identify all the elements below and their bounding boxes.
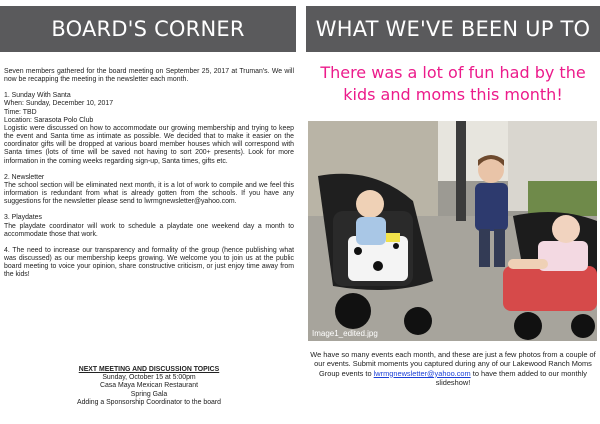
item-santa [4,92,294,165]
been-up-to-title: WHAT WE'VE BEEN UP TO [315,17,591,41]
photo-caption: Image1_edited.jpg [312,329,378,338]
item-newsletter-title: 2. Newsletter [4,173,45,181]
submit-photos-paragraph [310,350,596,387]
headline: There was a lot of fun had by the kids and moms this month! [320,63,586,104]
boards-corner-banner [0,6,296,52]
item-playdates-body: The playdate coordinator will work to schedule a playdate one weekend day a month to accommodate those that work. [4,222,294,238]
event-photo [308,121,597,341]
next-meeting-place: Casa Maya Mexican Restaurant [99,382,199,390]
item-santa-body: Logistic were discussed on how to accommodate our growing membership and trying to keep the event and Santa time as intimate as possible. We decided that to make it easier on the coordinator gifts will be dropped at various board member houses which will correspond with Santa times (lots of time will be saved not having to sort 200+ presents). Look for more information in the coming weeks regarding sign-up, Santa times, gifts etc. [4,124,294,165]
item-playdates [4,214,294,238]
item-playdates-title: 3. Playdates [4,214,42,222]
kids-in-strollers-illustration [308,121,597,341]
item-santa-title: 1. Sunday With Santa [4,92,71,100]
item-newsletter-body: The school section will be eliminated next month, it is a lot of work to compile and we feel this information is redundant from what is already gotten from the schools. If you have any suggestions for the newsletter please send to lwrmgnewsletter@yahoo.com. [4,181,294,206]
item-santa-time: Time: TBD [4,108,37,116]
next-meeting-heading: NEXT MEETING AND DISCUSSION TOPICS [78,366,220,373]
newsletter-email-link[interactable]: lwrmgnewsletter@yahoo.com [373,368,471,378]
next-meeting-topic-sponsorship: Adding a Sponsorship Coordinator to the board [76,398,222,406]
boards-corner-title: BOARD'S CORNER [51,17,245,41]
item-newsletter [4,174,294,207]
intro-paragraph: Seven members gathered for the board meeting on September 25, 2017 at Truman's. We will now be recapping the meeting in the newsletter each month. [4,68,294,84]
next-meeting [4,366,294,407]
submit-text-end: to have them added to our monthly slideshow! [435,368,587,387]
item-santa-when: When: Sunday, December 10, 2017 [4,100,114,108]
been-up-to-banner [306,6,600,52]
next-meeting-date: Sunday, October 15 at 5:00pm [102,374,196,382]
item-santa-location: Location: Sarasota Polo Club [4,116,94,124]
submit-text-start: We have so many events each month, and these are just a few photos from a couple of our events. Submit moments you captured during any of our Lakewood Ranch Moms Group events to [310,350,596,378]
board-notes [4,68,294,287]
next-meeting-topic-gala: Spring Gala [130,390,168,398]
item-transparency-body: 4. The need to increase our transparency and formality of the group (hence publishing what was discussed) as our membership keeps growing. We welcome you to join us at the public board meeting to voice your opinion, share constructive criticism, or just enjoy time away from the kids! [4,246,294,279]
